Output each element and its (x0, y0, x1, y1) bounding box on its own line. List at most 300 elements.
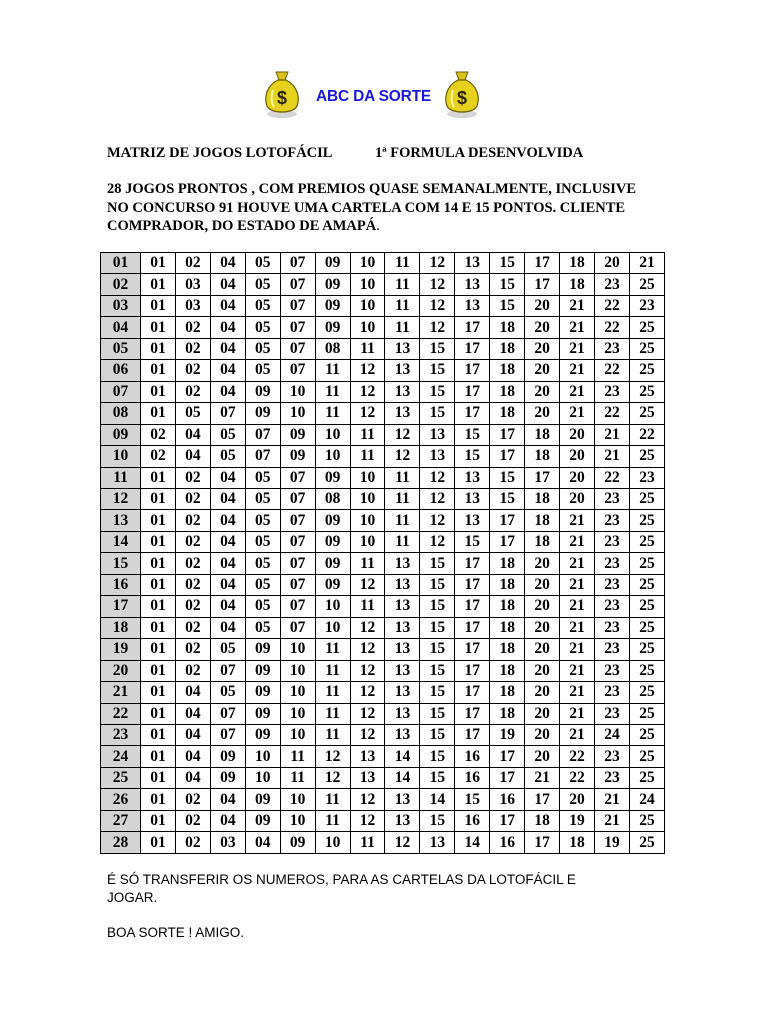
table-cell: 11 (385, 317, 420, 338)
table-cell: 01 (141, 810, 176, 831)
table-cell: 10 (350, 488, 385, 509)
table-cell: 21 (560, 639, 595, 660)
table-cell: 07 (210, 403, 245, 424)
table-cell: 15 (420, 574, 455, 595)
table-cell: 02 (175, 338, 210, 359)
table-cell: 09 (280, 832, 315, 854)
table-cell: 09 (280, 424, 315, 445)
table-cell: 02 (175, 381, 210, 402)
table-cell: 05 (210, 682, 245, 703)
table-cell: 23 (595, 746, 630, 767)
table-cell: 25 (629, 574, 664, 595)
table-cell: 13 (350, 746, 385, 767)
table-row (101, 274, 665, 295)
table-cell: 21 (560, 338, 595, 359)
table-cell: 15 (490, 274, 525, 295)
table-cell: 23 (595, 381, 630, 402)
table-cell: 03 (175, 274, 210, 295)
table-cell: 14 (385, 746, 420, 767)
table-cell: 10 (315, 832, 350, 854)
table-cell: 04 (210, 360, 245, 381)
table-cell: 04 (210, 274, 245, 295)
table-cell: 23 (595, 274, 630, 295)
table-cell: 12 (420, 510, 455, 531)
table-cell: 21 (595, 810, 630, 831)
table-cell: 25 (629, 746, 664, 767)
table-cell: 25 (629, 724, 664, 745)
table-cell: 12 (385, 446, 420, 467)
table-cell: 21 (560, 381, 595, 402)
table-cell: 05 (245, 531, 280, 552)
table-cell: 21 (560, 724, 595, 745)
table-row (101, 424, 665, 445)
table-cell: 04 (175, 703, 210, 724)
table-cell: 12 (350, 574, 385, 595)
table-cell: 04 (210, 253, 245, 274)
table-cell: 07 (245, 424, 280, 445)
table-cell: 11 (385, 295, 420, 316)
table-cell: 09 (315, 510, 350, 531)
table-cell: 04 (210, 467, 245, 488)
table-cell: 18 (560, 253, 595, 274)
table-cell: 15 (420, 682, 455, 703)
table-cell: 18 (490, 338, 525, 359)
table-cell: 09 (245, 703, 280, 724)
table-cell: 23 (595, 531, 630, 552)
table-cell: 19 (490, 724, 525, 745)
game-number-cell: 22 (101, 703, 141, 724)
table-cell: 12 (385, 424, 420, 445)
table-cell: 22 (629, 424, 664, 445)
table-cell: 07 (280, 360, 315, 381)
table-cell: 13 (455, 467, 490, 488)
table-cell: 15 (420, 724, 455, 745)
table-cell: 13 (420, 424, 455, 445)
table-cell: 04 (210, 510, 245, 531)
table-cell: 23 (595, 338, 630, 359)
table-cell: 09 (280, 446, 315, 467)
table-cell: 21 (560, 617, 595, 638)
table-cell: 15 (420, 703, 455, 724)
table-cell: 20 (525, 682, 560, 703)
table-cell: 13 (385, 789, 420, 810)
table-cell: 21 (560, 295, 595, 316)
table-cell: 21 (629, 253, 664, 274)
table-cell: 02 (175, 639, 210, 660)
table-cell: 01 (141, 789, 176, 810)
table-cell: 25 (629, 274, 664, 295)
table-cell: 13 (455, 488, 490, 509)
table-cell: 05 (210, 446, 245, 467)
table-cell: 04 (210, 617, 245, 638)
header-title: ABC DA SORTE (316, 88, 432, 105)
table-cell: 02 (175, 574, 210, 595)
table-cell: 11 (315, 682, 350, 703)
table-cell: 11 (315, 789, 350, 810)
table-cell: 25 (629, 617, 664, 638)
game-number-cell: 28 (101, 832, 141, 854)
table-cell: 02 (175, 789, 210, 810)
table-cell: 12 (420, 488, 455, 509)
table-row (101, 617, 665, 638)
table-cell: 21 (560, 596, 595, 617)
table-cell: 25 (629, 317, 664, 338)
table-cell: 18 (525, 488, 560, 509)
table-cell: 15 (420, 767, 455, 788)
table-cell: 23 (595, 510, 630, 531)
table-cell: 09 (245, 789, 280, 810)
table-cell: 17 (455, 338, 490, 359)
table-cell: 04 (210, 317, 245, 338)
table-cell: 03 (210, 832, 245, 854)
table-cell: 15 (455, 446, 490, 467)
table-cell: 21 (560, 510, 595, 531)
table-cell: 13 (385, 810, 420, 831)
table-cell: 10 (315, 617, 350, 638)
table-cell: 20 (595, 253, 630, 274)
table-cell: 15 (420, 596, 455, 617)
table-cell: 02 (175, 510, 210, 531)
game-number-cell: 06 (101, 360, 141, 381)
table-cell: 15 (490, 488, 525, 509)
table-cell: 10 (280, 403, 315, 424)
table-row (101, 746, 665, 767)
table-cell: 25 (629, 767, 664, 788)
table-row (101, 403, 665, 424)
table-cell: 23 (629, 467, 664, 488)
table-cell: 11 (280, 746, 315, 767)
table-row (101, 531, 665, 552)
table-cell: 12 (350, 703, 385, 724)
table-cell: 12 (420, 253, 455, 274)
game-number-cell: 05 (101, 338, 141, 359)
table-cell: 05 (245, 317, 280, 338)
table-cell: 05 (175, 403, 210, 424)
table-cell: 13 (385, 617, 420, 638)
table-cell: 10 (350, 295, 385, 316)
table-cell: 20 (560, 789, 595, 810)
table-cell: 04 (210, 381, 245, 402)
table-cell: 01 (141, 682, 176, 703)
table-cell: 11 (350, 553, 385, 574)
table-cell: 16 (455, 810, 490, 831)
table-cell: 04 (210, 789, 245, 810)
table-cell: 25 (629, 660, 664, 681)
table-cell: 01 (141, 317, 176, 338)
table-cell: 12 (350, 789, 385, 810)
table-cell: 15 (420, 617, 455, 638)
table-cell: 09 (245, 810, 280, 831)
table-cell: 02 (175, 317, 210, 338)
table-cell: 02 (175, 660, 210, 681)
table-cell: 13 (385, 703, 420, 724)
table-cell: 20 (525, 317, 560, 338)
table-cell: 13 (420, 446, 455, 467)
table-cell: 25 (629, 446, 664, 467)
document-heading (107, 145, 584, 162)
table-row (101, 639, 665, 660)
table-row (101, 317, 665, 338)
table-cell: 23 (595, 703, 630, 724)
table-cell: 16 (490, 832, 525, 854)
table-cell: 11 (315, 703, 350, 724)
table-cell: 09 (210, 767, 245, 788)
table-cell: 15 (490, 467, 525, 488)
table-cell: 12 (420, 317, 455, 338)
table-cell: 05 (245, 295, 280, 316)
table-row (101, 724, 665, 745)
table-cell: 16 (490, 789, 525, 810)
table-cell: 11 (385, 531, 420, 552)
table-cell: 23 (595, 639, 630, 660)
table-cell: 04 (210, 574, 245, 595)
table-cell: 11 (315, 381, 350, 402)
table-cell: 18 (490, 596, 525, 617)
game-number-cell: 18 (101, 617, 141, 638)
games-table (100, 252, 665, 854)
table-cell: 11 (385, 253, 420, 274)
table-cell: 25 (629, 810, 664, 831)
table-cell: 17 (455, 403, 490, 424)
table-row (101, 767, 665, 788)
table-cell: 01 (141, 253, 176, 274)
table-cell: 02 (175, 253, 210, 274)
game-number-cell: 03 (101, 295, 141, 316)
table-cell: 13 (455, 274, 490, 295)
game-number-cell: 20 (101, 660, 141, 681)
table-cell: 01 (141, 746, 176, 767)
table-cell: 19 (595, 832, 630, 854)
game-number-cell: 12 (101, 488, 141, 509)
table-cell: 17 (490, 510, 525, 531)
table-cell: 01 (141, 467, 176, 488)
table-cell: 13 (385, 660, 420, 681)
table-cell: 17 (490, 767, 525, 788)
table-cell: 11 (280, 767, 315, 788)
table-cell: 18 (560, 832, 595, 854)
table-cell: 20 (525, 617, 560, 638)
table-cell: 13 (385, 639, 420, 660)
table-cell: 01 (141, 510, 176, 531)
table-cell: 20 (525, 639, 560, 660)
table-cell: 25 (629, 403, 664, 424)
table-cell: 10 (350, 531, 385, 552)
table-cell: 22 (560, 767, 595, 788)
table-cell: 09 (315, 295, 350, 316)
table-cell: 05 (245, 467, 280, 488)
table-cell: 07 (280, 510, 315, 531)
table-cell: 25 (629, 703, 664, 724)
table-cell: 12 (350, 810, 385, 831)
table-cell: 01 (141, 832, 176, 854)
table-cell: 17 (455, 617, 490, 638)
footer-instructions (107, 871, 647, 907)
table-cell: 13 (385, 596, 420, 617)
signoff-text: BOA SORTE ! AMIGO. (107, 925, 245, 940)
table-cell: 13 (385, 574, 420, 595)
table-cell: 11 (315, 360, 350, 381)
table-cell: 14 (420, 789, 455, 810)
table-cell: 09 (315, 531, 350, 552)
intro-paragraph (107, 180, 667, 236)
table-cell: 05 (245, 274, 280, 295)
table-cell: 14 (385, 767, 420, 788)
table-row (101, 832, 665, 854)
table-cell: 18 (490, 639, 525, 660)
table-cell: 17 (490, 424, 525, 445)
table-cell: 18 (560, 274, 595, 295)
table-cell: 01 (141, 574, 176, 595)
table-cell: 01 (141, 596, 176, 617)
table-cell: 11 (350, 338, 385, 359)
table-cell: 21 (560, 531, 595, 552)
table-cell: 02 (141, 446, 176, 467)
table-cell: 20 (525, 574, 560, 595)
table-cell: 01 (141, 403, 176, 424)
table-cell: 22 (595, 467, 630, 488)
table-cell: 18 (490, 682, 525, 703)
table-cell: 17 (525, 467, 560, 488)
table-row (101, 338, 665, 359)
table-cell: 07 (280, 596, 315, 617)
table-cell: 09 (315, 467, 350, 488)
table-row (101, 253, 665, 274)
table-cell: 02 (141, 424, 176, 445)
table-cell: 24 (595, 724, 630, 745)
table-cell: 09 (315, 317, 350, 338)
table-cell: 23 (595, 767, 630, 788)
table-cell: 10 (280, 639, 315, 660)
table-cell: 25 (629, 510, 664, 531)
table-cell: 13 (350, 767, 385, 788)
table-cell: 13 (385, 724, 420, 745)
table-cell: 07 (280, 617, 315, 638)
table-cell: 05 (245, 488, 280, 509)
table-cell: 02 (175, 488, 210, 509)
game-number-cell: 19 (101, 639, 141, 660)
table-cell: 20 (525, 660, 560, 681)
table-cell: 23 (629, 295, 664, 316)
table-cell: 10 (280, 724, 315, 745)
game-number-cell: 04 (101, 317, 141, 338)
table-cell: 13 (385, 682, 420, 703)
table-cell: 07 (280, 574, 315, 595)
table-cell: 11 (385, 467, 420, 488)
table-cell: 11 (315, 724, 350, 745)
table-cell: 25 (629, 360, 664, 381)
table-cell: 10 (315, 424, 350, 445)
table-cell: 10 (280, 789, 315, 810)
table-cell: 21 (525, 767, 560, 788)
table-cell: 20 (525, 338, 560, 359)
table-cell: 18 (525, 810, 560, 831)
table-cell: 10 (280, 703, 315, 724)
svg-text:$: $ (456, 88, 468, 108)
table-cell: 07 (280, 553, 315, 574)
table-cell: 10 (350, 317, 385, 338)
table-cell: 05 (245, 617, 280, 638)
table-cell: 01 (141, 488, 176, 509)
table-cell: 21 (595, 789, 630, 810)
table-cell: 22 (595, 295, 630, 316)
game-number-cell: 26 (101, 789, 141, 810)
table-cell: 10 (315, 446, 350, 467)
table-row (101, 574, 665, 595)
game-number-cell: 02 (101, 274, 141, 295)
table-cell: 21 (560, 682, 595, 703)
game-number-cell: 23 (101, 724, 141, 745)
table-cell: 01 (141, 360, 176, 381)
table-cell: 05 (210, 424, 245, 445)
table-cell: 11 (350, 424, 385, 445)
table-row (101, 553, 665, 574)
table-cell: 15 (420, 360, 455, 381)
table-cell: 15 (420, 338, 455, 359)
table-cell: 01 (141, 553, 176, 574)
table-cell: 17 (455, 682, 490, 703)
game-number-cell: 16 (101, 574, 141, 595)
table-cell: 17 (455, 574, 490, 595)
table-cell: 12 (385, 832, 420, 854)
table-cell: 12 (420, 467, 455, 488)
table-cell: 20 (525, 295, 560, 316)
table-cell: 01 (141, 703, 176, 724)
table-cell: 07 (210, 660, 245, 681)
table-cell: 20 (525, 703, 560, 724)
table-cell: 15 (420, 660, 455, 681)
table-cell: 18 (525, 424, 560, 445)
table-cell: 10 (280, 682, 315, 703)
table-cell: 11 (385, 488, 420, 509)
table-cell: 01 (141, 338, 176, 359)
table-row (101, 596, 665, 617)
table-cell: 21 (560, 574, 595, 595)
table-cell: 08 (315, 488, 350, 509)
table-cell: 13 (385, 553, 420, 574)
table-cell: 02 (175, 832, 210, 854)
table-cell: 13 (385, 338, 420, 359)
table-cell: 18 (490, 360, 525, 381)
table-cell: 11 (350, 832, 385, 854)
intro-line-3-period: . (376, 218, 380, 234)
table-cell: 12 (420, 274, 455, 295)
table-cell: 05 (245, 596, 280, 617)
table-cell: 13 (455, 295, 490, 316)
table-cell: 20 (525, 381, 560, 402)
table-cell: 15 (420, 639, 455, 660)
table-row (101, 446, 665, 467)
table-cell: 05 (210, 639, 245, 660)
game-number-cell: 17 (101, 596, 141, 617)
table-row (101, 467, 665, 488)
table-cell: 17 (455, 317, 490, 338)
table-cell: 01 (141, 531, 176, 552)
table-cell: 04 (175, 424, 210, 445)
table-cell: 17 (455, 724, 490, 745)
table-cell: 10 (280, 810, 315, 831)
table-row (101, 488, 665, 509)
table-cell: 17 (455, 381, 490, 402)
table-cell: 07 (280, 253, 315, 274)
table-cell: 17 (455, 703, 490, 724)
table-cell: 12 (350, 381, 385, 402)
table-cell: 05 (245, 553, 280, 574)
svg-text:$: $ (276, 88, 288, 108)
table-cell: 01 (141, 639, 176, 660)
money-bag-icon (442, 68, 482, 120)
intro-line-3 (107, 217, 667, 236)
table-cell: 10 (350, 253, 385, 274)
